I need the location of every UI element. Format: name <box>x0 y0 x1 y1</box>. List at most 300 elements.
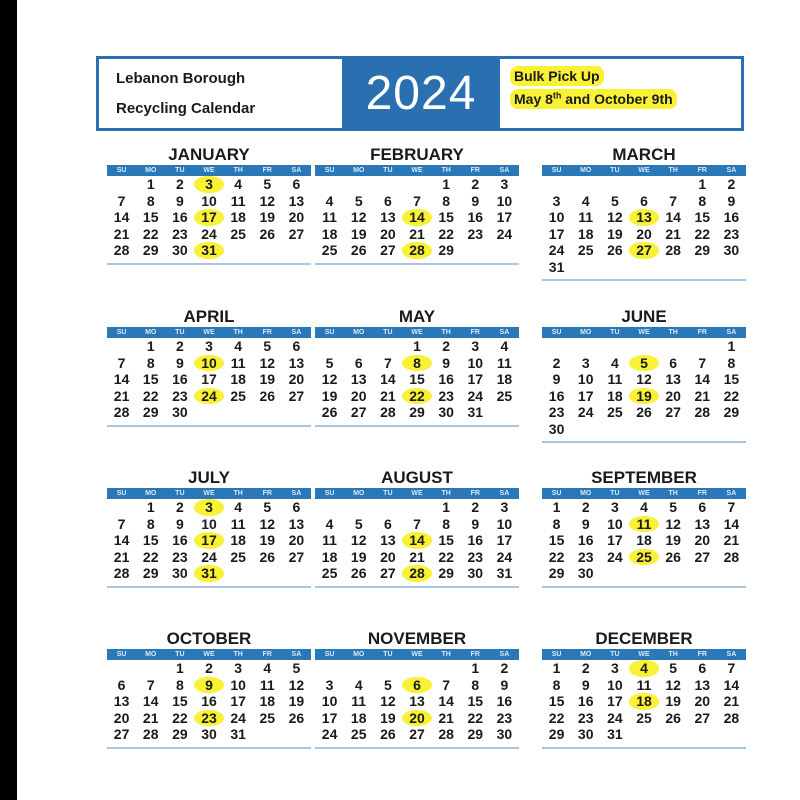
day-cell: 25 <box>607 404 623 420</box>
day-cell: 22 <box>694 225 711 242</box>
weekday-label: SU <box>116 167 127 174</box>
day-cell: 17 <box>496 209 513 225</box>
day-cell: 9 <box>727 192 736 209</box>
day-cell: 15 <box>548 532 565 548</box>
weekday-label: WE <box>411 167 423 174</box>
day-grid <box>107 176 311 259</box>
weekday-label: WE <box>411 490 423 497</box>
day-cell: 10 <box>496 192 513 209</box>
pickup-day-cell: 8 <box>402 355 431 372</box>
day-cell: 1 <box>175 660 184 676</box>
day-cell: 3 <box>552 192 561 209</box>
month-name: APRIL <box>183 307 235 326</box>
day-cell: 14 <box>113 532 130 548</box>
day-cell: 19 <box>380 709 396 726</box>
weekday-label: WE <box>203 167 215 174</box>
day-grid <box>315 660 519 743</box>
weekday-header <box>107 165 311 176</box>
empty-day-cell <box>571 176 600 193</box>
empty-day-cell <box>344 660 373 677</box>
day-cell: 29 <box>723 404 740 420</box>
day-cell: 26 <box>380 726 396 742</box>
month-divider <box>107 425 311 427</box>
month-divider <box>107 747 311 749</box>
day-cell: 14 <box>723 515 740 532</box>
day-cell: 11 <box>351 693 367 709</box>
pickup-day-cell: 3 <box>194 499 223 516</box>
day-cell: 5 <box>354 192 363 209</box>
day-cell: 10 <box>467 354 484 371</box>
day-cell: 15 <box>142 209 159 225</box>
empty-day-cell <box>659 176 688 193</box>
empty-day-cell <box>315 660 344 677</box>
day-cell: 16 <box>577 532 594 548</box>
day-cell: 30 <box>496 726 513 742</box>
day-cell: 26 <box>288 709 305 726</box>
day-cell: 10 <box>607 676 623 693</box>
day-cell: 8 <box>727 354 736 371</box>
weekday-label: SU <box>116 329 127 336</box>
weekday-label: TH <box>441 329 451 336</box>
day-cell: 24 <box>577 404 594 420</box>
day-cell: 4 <box>581 192 590 209</box>
day-cell: 16 <box>201 693 217 709</box>
day-cell: 10 <box>201 515 217 532</box>
day-cell: 5 <box>292 660 301 676</box>
day-cell: 31 <box>467 404 484 420</box>
day-cell: 19 <box>259 532 276 548</box>
day-cell: 4 <box>325 192 334 209</box>
bulk-pickup-dates: May 8th and October 9th <box>510 89 677 109</box>
day-cell: 9 <box>471 192 480 209</box>
day-cell: 9 <box>471 515 480 532</box>
day-cell: 28 <box>665 242 681 258</box>
empty-day-cell <box>600 338 629 355</box>
day-cell: 3 <box>234 660 243 676</box>
day-cell: 25 <box>350 726 367 742</box>
day-cell: 2 <box>727 176 736 192</box>
day-cell: 7 <box>117 515 126 532</box>
day-grid <box>542 338 746 437</box>
weekday-label: WE <box>203 490 215 497</box>
day-cell: 23 <box>467 548 484 565</box>
day-cell: 12 <box>288 676 305 693</box>
day-cell: 19 <box>350 548 367 565</box>
day-cell: 25 <box>230 225 246 242</box>
weekday-label: WE <box>638 651 650 658</box>
empty-day-cell <box>344 499 373 516</box>
day-cell: 24 <box>607 548 623 565</box>
empty-day-cell <box>344 176 373 193</box>
empty-day-cell <box>107 660 136 677</box>
weekday-label: TU <box>175 651 185 658</box>
day-cell: 25 <box>321 242 338 258</box>
day-cell: 30 <box>723 242 740 258</box>
day-cell: 15 <box>142 371 159 387</box>
weekday-label: TH <box>668 651 678 658</box>
month-divider <box>315 263 519 265</box>
weekday-label: SU <box>116 651 127 658</box>
weekday-label: SA <box>726 329 737 336</box>
day-cell: 29 <box>694 242 711 258</box>
month-divider <box>542 279 746 281</box>
month-february <box>315 145 519 265</box>
month-name: OCTOBER <box>166 629 252 648</box>
day-cell: 7 <box>442 676 451 693</box>
day-cell: 13 <box>380 532 396 548</box>
day-cell: 25 <box>259 709 276 726</box>
weekday-label: TH <box>668 167 678 174</box>
pickup-day-cell: 17 <box>194 209 223 226</box>
day-cell: 9 <box>500 676 509 693</box>
day-cell: 8 <box>442 192 451 209</box>
empty-day-cell <box>402 176 431 193</box>
day-cell: 12 <box>259 192 276 209</box>
day-cell: 3 <box>471 338 480 354</box>
weekday-label: TU <box>175 329 185 336</box>
day-cell: 26 <box>665 709 681 726</box>
day-cell: 25 <box>636 709 652 726</box>
weekday-label: SU <box>324 651 335 658</box>
pickup-day-cell: 6 <box>402 677 431 694</box>
weekday-header <box>542 488 746 499</box>
weekday-label: WE <box>638 490 650 497</box>
empty-day-cell <box>432 660 461 677</box>
weekday-label: SU <box>116 490 127 497</box>
day-cell: 22 <box>142 548 159 565</box>
day-cell: 22 <box>142 387 159 404</box>
day-cell: 6 <box>698 660 707 676</box>
day-cell: 11 <box>259 676 275 693</box>
calendar-header <box>96 56 744 131</box>
day-cell: 21 <box>409 225 425 242</box>
day-cell: 7 <box>727 499 736 515</box>
day-cell: 6 <box>292 499 301 515</box>
day-cell: 26 <box>607 242 623 258</box>
day-cell: 18 <box>230 209 246 225</box>
month-december <box>542 629 746 749</box>
day-cell: 23 <box>496 709 513 726</box>
day-grid <box>542 176 746 275</box>
day-cell: 24 <box>201 548 217 565</box>
day-cell: 3 <box>500 176 509 192</box>
weekday-label: SA <box>499 651 510 658</box>
day-cell: 4 <box>354 676 363 693</box>
day-cell: 9 <box>175 515 184 532</box>
weekday-label: TU <box>610 490 620 497</box>
day-cell: 12 <box>259 354 276 371</box>
weekday-label: MO <box>580 490 592 497</box>
day-cell: 10 <box>548 209 565 225</box>
day-cell: 22 <box>548 548 565 565</box>
day-cell: 4 <box>234 499 243 515</box>
day-cell: 8 <box>471 676 480 693</box>
day-cell: 28 <box>694 404 711 420</box>
weekday-header <box>315 649 519 660</box>
day-cell: 21 <box>113 387 130 404</box>
day-cell: 20 <box>665 387 681 404</box>
day-cell: 22 <box>438 225 454 242</box>
day-cell: 27 <box>350 404 367 420</box>
day-cell: 15 <box>694 209 711 225</box>
empty-day-cell <box>315 176 344 193</box>
day-cell: 10 <box>607 515 623 532</box>
weekday-label: MO <box>145 167 157 174</box>
month-october <box>107 629 311 749</box>
weekday-label: TH <box>668 490 678 497</box>
day-cell: 7 <box>669 192 678 209</box>
weekday-label: SA <box>291 651 302 658</box>
day-cell: 8 <box>146 192 155 209</box>
day-cell: 7 <box>413 192 421 209</box>
day-cell: 24 <box>201 225 217 242</box>
weekday-label: MO <box>145 490 157 497</box>
day-cell: 1 <box>552 660 561 676</box>
weekday-label: TH <box>441 167 451 174</box>
weekday-label: FR <box>262 329 272 336</box>
day-cell: 19 <box>665 693 681 709</box>
day-cell: 18 <box>607 387 623 404</box>
day-cell: 16 <box>172 371 188 387</box>
day-cell: 2 <box>471 176 480 192</box>
day-cell: 8 <box>175 676 184 693</box>
pickup-day-cell: 11 <box>629 516 658 533</box>
weekday-label: FR <box>262 167 272 174</box>
left-border-bar <box>0 0 17 800</box>
month-name: MAY <box>398 307 436 326</box>
day-cell: 1 <box>442 176 451 192</box>
pickup-day-cell: 17 <box>194 532 223 549</box>
day-cell: 24 <box>607 709 623 726</box>
day-cell: 17 <box>201 371 217 387</box>
empty-day-cell <box>629 338 658 355</box>
day-cell: 12 <box>350 532 367 548</box>
day-cell: 13 <box>409 693 425 709</box>
month-divider <box>542 747 746 749</box>
day-cell: 6 <box>292 176 301 192</box>
day-cell: 23 <box>548 404 565 420</box>
day-cell: 26 <box>259 548 276 565</box>
day-cell: 5 <box>383 676 392 693</box>
day-cell: 21 <box>142 709 159 726</box>
day-cell: 13 <box>288 515 305 532</box>
day-cell: 1 <box>146 338 155 354</box>
weekday-label: FR <box>470 651 480 658</box>
day-cell: 3 <box>325 676 334 693</box>
day-cell: 30 <box>548 420 565 437</box>
day-cell: 17 <box>548 225 565 242</box>
day-cell: 3 <box>205 338 213 354</box>
day-cell: 2 <box>442 338 451 354</box>
day-cell: 15 <box>548 693 565 709</box>
day-cell: 26 <box>259 225 276 242</box>
day-cell: 21 <box>438 709 454 726</box>
day-cell: 11 <box>322 209 337 225</box>
day-cell: 18 <box>321 225 338 242</box>
day-cell: 27 <box>694 709 711 726</box>
day-cell: 28 <box>380 404 396 420</box>
weekday-label: SU <box>551 490 562 497</box>
day-cell: 14 <box>438 693 454 709</box>
day-cell: 20 <box>694 532 711 548</box>
day-cell: 17 <box>467 371 484 387</box>
weekday-label: MO <box>353 167 365 174</box>
day-cell: 18 <box>321 548 338 565</box>
day-cell: 14 <box>113 371 130 387</box>
day-cell: 3 <box>610 499 619 515</box>
day-cell: 18 <box>230 532 246 548</box>
day-cell: 30 <box>577 565 594 581</box>
day-cell: 12 <box>350 209 367 225</box>
weekday-label: TH <box>668 329 678 336</box>
day-cell: 30 <box>577 726 594 742</box>
day-cell: 20 <box>694 693 711 709</box>
day-cell: 19 <box>288 693 305 709</box>
day-cell: 6 <box>669 354 678 371</box>
empty-day-cell <box>107 176 136 193</box>
pickup-day-cell: 14 <box>402 532 431 549</box>
day-grid <box>107 338 311 421</box>
day-cell: 25 <box>230 548 246 565</box>
day-cell: 29 <box>142 565 159 581</box>
pickup-day-cell: 31 <box>194 242 223 259</box>
day-cell: 2 <box>581 660 590 676</box>
day-cell: 12 <box>259 515 276 532</box>
day-cell: 31 <box>607 726 623 742</box>
weekday-label: TU <box>610 167 620 174</box>
weekday-label: SA <box>499 490 510 497</box>
day-cell: 5 <box>263 176 272 192</box>
weekday-label: FR <box>470 490 480 497</box>
empty-day-cell <box>107 338 136 355</box>
weekday-label: TU <box>383 651 393 658</box>
day-cell: 30 <box>172 242 188 258</box>
day-cell: 16 <box>172 209 188 225</box>
empty-day-cell <box>107 499 136 516</box>
day-cell: 21 <box>665 225 681 242</box>
day-cell: 4 <box>325 515 334 532</box>
day-cell: 24 <box>496 548 513 565</box>
weekday-label: SU <box>324 490 335 497</box>
month-divider <box>542 441 746 443</box>
month-november <box>315 629 519 749</box>
day-cell: 20 <box>113 709 130 726</box>
day-cell: 28 <box>723 548 740 565</box>
day-cell: 9 <box>442 354 451 371</box>
day-cell: 29 <box>142 404 159 420</box>
empty-day-cell <box>629 176 658 193</box>
day-cell: 29 <box>467 726 484 742</box>
weekday-label: TH <box>441 651 451 658</box>
weekday-header <box>315 165 519 176</box>
day-cell: 12 <box>380 693 396 709</box>
weekday-label: SA <box>499 167 510 174</box>
day-cell: 27 <box>694 548 711 565</box>
day-cell: 2 <box>175 176 184 192</box>
day-cell: 19 <box>259 371 276 387</box>
weekday-header <box>107 649 311 660</box>
day-cell: 16 <box>467 532 484 548</box>
day-cell: 7 <box>117 354 126 371</box>
pickup-day-cell: 25 <box>629 549 658 566</box>
day-cell: 29 <box>409 404 425 420</box>
weekday-label: SA <box>291 490 302 497</box>
day-cell: 10 <box>230 676 246 693</box>
day-cell: 3 <box>581 354 590 371</box>
day-cell: 14 <box>113 209 130 225</box>
day-cell: 15 <box>467 693 484 709</box>
empty-day-cell <box>688 338 717 355</box>
day-cell: 16 <box>723 209 740 225</box>
month-may <box>315 307 519 427</box>
day-cell: 4 <box>263 660 272 676</box>
day-cell: 8 <box>146 515 155 532</box>
day-cell: 16 <box>467 209 484 225</box>
day-cell: 20 <box>380 548 396 565</box>
day-grid <box>315 338 519 421</box>
month-name: FEBRUARY <box>370 145 464 164</box>
organization-name: Lebanon Borough <box>116 70 246 87</box>
month-september <box>542 468 746 588</box>
day-cell: 20 <box>350 387 367 404</box>
day-grid <box>315 499 519 582</box>
day-cell: 14 <box>723 676 740 693</box>
weekday-label: TH <box>441 490 451 497</box>
empty-day-cell <box>542 176 571 193</box>
weekday-label: TH <box>233 651 243 658</box>
day-cell: 29 <box>438 565 454 581</box>
weekday-label: SU <box>551 329 562 336</box>
day-cell: 21 <box>113 225 130 242</box>
day-cell: 26 <box>636 404 652 420</box>
day-cell: 17 <box>607 693 623 709</box>
pickup-day-cell: 14 <box>402 209 431 226</box>
day-cell: 23 <box>577 548 594 565</box>
day-cell: 25 <box>496 387 513 404</box>
empty-day-cell <box>315 499 344 516</box>
pickup-day-cell: 10 <box>194 355 223 372</box>
day-cell: 18 <box>496 371 513 387</box>
pickup-day-cell: 9 <box>194 677 223 694</box>
day-cell: 16 <box>577 693 594 709</box>
day-grid <box>542 660 746 743</box>
day-cell: 26 <box>350 565 367 581</box>
day-cell: 18 <box>350 709 367 726</box>
day-cell: 21 <box>723 532 740 548</box>
day-cell: 11 <box>230 515 246 532</box>
day-cell: 20 <box>288 532 305 548</box>
day-cell: 22 <box>142 225 159 242</box>
day-cell: 13 <box>665 371 681 387</box>
pickup-day-cell: 4 <box>629 660 658 677</box>
pickup-day-cell: 23 <box>194 710 223 727</box>
day-grid <box>315 176 519 259</box>
day-cell: 28 <box>113 565 130 581</box>
day-cell: 26 <box>350 242 367 258</box>
day-cell: 13 <box>288 354 305 371</box>
day-cell: 31 <box>496 565 513 581</box>
weekday-header <box>107 488 311 499</box>
day-grid <box>107 499 311 582</box>
day-cell: 12 <box>665 676 681 693</box>
day-cell: 30 <box>201 726 217 742</box>
day-cell: 17 <box>577 387 594 404</box>
bulk-pickup-block <box>500 59 741 128</box>
day-cell: 9 <box>552 371 561 387</box>
day-cell: 4 <box>610 354 619 371</box>
month-name: MARCH <box>612 145 676 164</box>
day-cell: 4 <box>500 338 509 354</box>
